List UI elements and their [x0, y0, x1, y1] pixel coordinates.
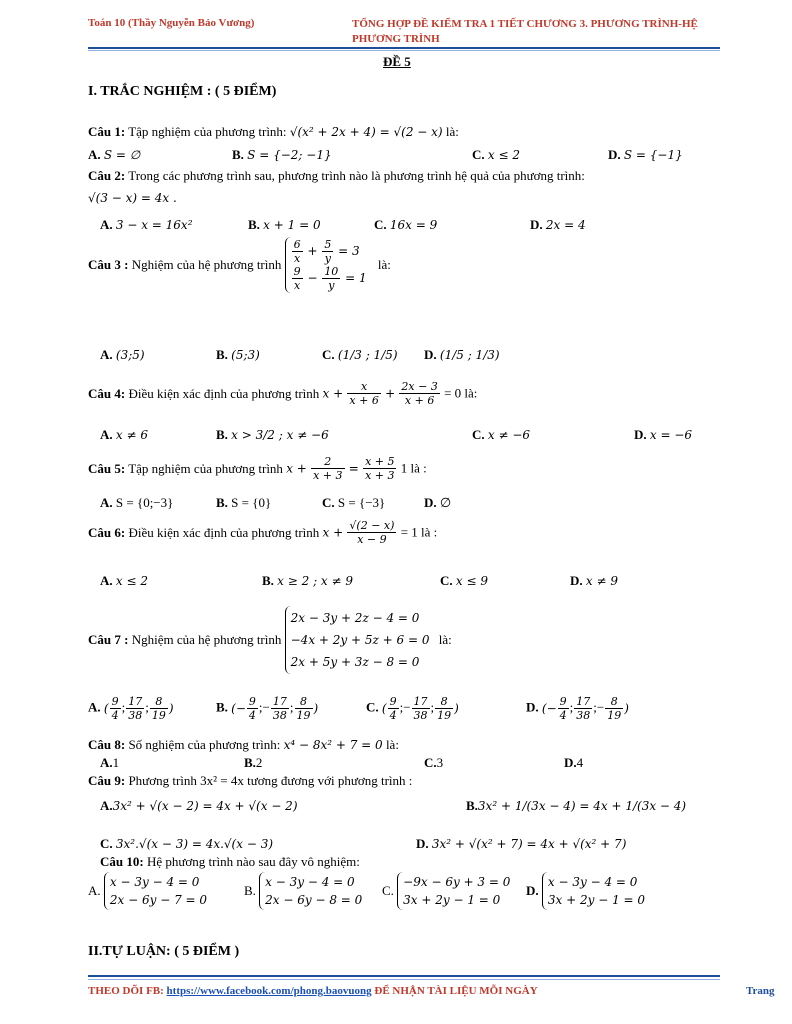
q2-option-b[interactable]: B. x + 1 = 0 — [248, 217, 321, 232]
q1-option-b[interactable]: B. S = {−2; −1} — [232, 147, 332, 162]
facebook-link[interactable]: https://www.facebook.com/phong.baovuong — [166, 985, 372, 997]
question-9: Câu 9: Phương trình 3x² = 4x tương đương với phương trình : — [88, 773, 413, 788]
footer-text: THEO DÕI FB: https://www.facebook.com/phong.baovuong ĐỂ NHẬN TÀI LIỆU MỖI NGÀY — [88, 985, 538, 997]
q6-option-c[interactable]: C. x ≤ 9 — [440, 573, 488, 588]
question-7: Câu 7 : Nghiệm của hệ phương trình 2x − 3y + 2z − 4 = 0 −4x + 2y + 5z + 6 = 0 2x + 5y + 3z − 8 = 0 là: — [88, 606, 452, 674]
exam-title: ĐỀ 5 — [383, 54, 411, 69]
q7-option-c[interactable]: C. ( $\frac{9}{4}$ ;− $\frac{17}{38}$ ; $\frac{8}{19}$ ) — [366, 695, 459, 722]
q10-option-a[interactable]: A. x − 3y − 4 = 0 2x − 6y − 7 = 0 — [88, 872, 207, 910]
q4-option-a[interactable]: A. x ≠ 6 — [100, 427, 148, 442]
section-multiple-choice: I. TRẮC NGHIỆM : ( 5 ĐIỂM) — [88, 84, 277, 99]
q1-option-a[interactable]: A. S = ∅ — [88, 147, 141, 162]
q2-option-a[interactable]: A. 3 − x = 16x² — [100, 217, 193, 232]
question-2-expression: √(3 − x) = 4x . — [88, 191, 177, 205]
q8-option-d[interactable]: D.4 — [564, 755, 584, 770]
question-3: Câu 3 : Nghiệm của hệ phương trình $\frac{6}{x}$ + $\frac{5}{y}$ = 3 $\frac{9}{x}$ − $\frac{10}{y}$ = 1 là: — [88, 238, 391, 292]
q1-option-c[interactable]: C. x ≤ 2 — [472, 147, 520, 162]
question-4: Câu 4: Điều kiện xác định của phương trình x + $\frac{x}{x + 6}$ + $\frac{2x - 3}{x + 6}$ = 0 là: — [88, 380, 478, 407]
q8-option-b[interactable]: B.2 — [244, 755, 263, 770]
question-8: Câu 8: Số nghiệm của phương trình: x⁴ − 8x² + 7 = 0 là: — [88, 737, 399, 752]
q9-option-d[interactable]: D. 3x² + √(x² + 7) = 4x + √(x² + 7) — [416, 836, 627, 851]
q10-option-d[interactable]: D. x − 3y − 4 = 0 3x + 2y − 1 = 0 — [526, 872, 645, 910]
q8-option-a[interactable]: A.1 — [100, 755, 120, 770]
q4-option-d[interactable]: D. x = −6 — [634, 427, 693, 442]
q4-option-c[interactable]: C. x ≠ −6 — [472, 427, 531, 442]
q6-option-a[interactable]: A. x ≤ 2 — [100, 573, 148, 588]
header-rule — [88, 47, 720, 49]
q2-option-d[interactable]: D. 2x = 4 — [530, 217, 586, 232]
q9-option-c[interactable]: C. 3x².√(x − 3) = 4x.√(x − 3) — [100, 836, 274, 851]
q9-option-b[interactable]: B.3x² + 1/(3x − 4) = 4x + 1/(3x − 4) — [466, 798, 687, 813]
q2-option-c[interactable]: C. 16x = 9 — [374, 217, 438, 232]
q5-option-c[interactable]: C. S = {−3} — [322, 495, 386, 510]
section-essay: II.TỰ LUẬN: ( 5 ĐIỂM ) — [88, 944, 240, 959]
q7-option-b[interactable]: B. (− $\frac{9}{4}$ ;− $\frac{17}{38}$ ; $\frac{8}{19}$ ) — [216, 695, 319, 722]
q6-option-b[interactable]: B. x ≥ 2 ; x ≠ 9 — [262, 573, 354, 588]
q6-option-d[interactable]: D. x ≠ 9 — [570, 573, 618, 588]
header-rule-thin — [88, 50, 720, 51]
question-1: Câu 1: Tập nghiệm của phương trình: √(x² + 2x + 4) = √(2 − x) là: — [88, 124, 459, 139]
q10-option-c[interactable]: C. −9x − 6y + 3 = 0 3x + 2y − 1 = 0 — [382, 872, 510, 910]
q3-option-c[interactable]: C. (1/3 ; 1/5) — [322, 347, 398, 362]
question-10: Câu 10: Hệ phương trình nào sau đây vô nghiệm: — [100, 854, 360, 869]
q3-option-a[interactable]: A. (3;5) — [100, 347, 145, 362]
q3-option-d[interactable]: D. (1/5 ; 1/3) — [424, 347, 500, 362]
question-6: Câu 6: Điều kiện xác định của phương trình x + $\frac{√(2 - x)}{x - 9}$ = 1 là : — [88, 519, 438, 546]
header-left: Toán 10 (Thầy Nguyễn Bảo Vương) — [88, 17, 255, 29]
q1-option-d[interactable]: D. S = {−1} — [608, 147, 683, 162]
q7-option-d[interactable]: D. (− $\frac{9}{4}$ ; $\frac{17}{38}$ ;− $\frac{8}{19}$ ) — [526, 695, 629, 722]
question-3-system: $\frac{6}{x}$ + $\frac{5}{y}$ = 3 $\frac{9}{x}$ − $\frac{10}{y}$ = 1 — [285, 237, 367, 293]
question-7-system: 2x − 3y + 2z − 4 = 0 −4x + 2y + 5z + 6 = 0 2x + 5y + 3z − 8 = 0 — [285, 606, 430, 674]
question-2: Câu 2: Trong các phương trình sau, phương trình nào là phương trình hệ quả của phương trình: — [88, 168, 585, 183]
header-right: TỔNG HỢP ĐỀ KIỂM TRA 1 TIẾT CHƯƠNG 3. PHƯƠNG TRÌNH-HỆ PHƯƠNG TRÌNH — [352, 18, 698, 45]
q5-option-a[interactable]: A. S = {0;−3} — [100, 495, 174, 510]
q7-option-a[interactable]: A. ( $\frac{9}{4}$ ; $\frac{17}{38}$ ; $\frac{8}{19}$ ) — [88, 695, 174, 722]
q4-option-b[interactable]: B. x > 3/2 ; x ≠ −6 — [216, 427, 329, 442]
q5-option-b[interactable]: B. S = {0} — [216, 495, 272, 510]
footer-rule-thin — [88, 979, 720, 980]
question-5: Câu 5: Tập nghiệm của phương trình x + $\frac{2}{x + 3}$ = $\frac{x + 5}{x + 3}$ 1 là : — [88, 455, 427, 482]
q3-option-b[interactable]: B. (5;3) — [216, 347, 260, 362]
q5-option-d[interactable]: D. ∅ — [424, 495, 452, 510]
question-1-expression: √(x² + 2x + 4) = √(2 − x) — [289, 125, 443, 139]
q9-option-a[interactable]: A.3x² + √(x − 2) = 4x + √(x − 2) — [100, 798, 298, 813]
footer-rule — [88, 975, 720, 977]
page-label: Trang — [746, 985, 775, 997]
q8-option-c[interactable]: C.3 — [424, 755, 444, 770]
q10-option-b[interactable]: B. x − 3y − 4 = 0 2x − 6y − 8 = 0 — [244, 872, 362, 910]
